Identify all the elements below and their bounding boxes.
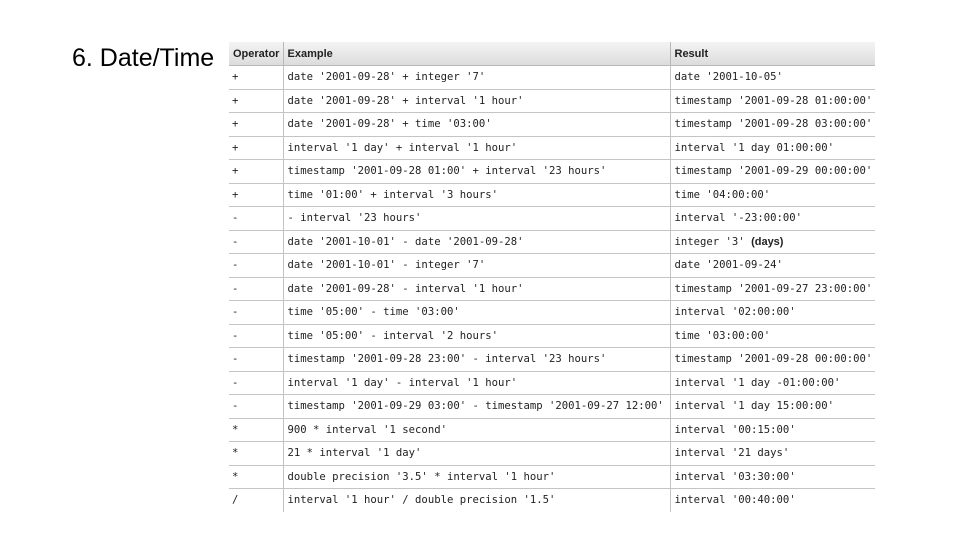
result-note: (days)	[751, 235, 784, 248]
result-cell	[670, 89, 875, 113]
operator-cell: -	[229, 324, 283, 348]
operator-cell: +	[229, 66, 283, 90]
result-value: interval '-23:00:00'	[674, 212, 803, 225]
result-value: interval '03:30:00'	[674, 470, 796, 483]
result-cell	[670, 66, 875, 90]
result-value: timestamp '2001-09-28 03:00:00'	[674, 118, 873, 131]
example-cell: time '01:00' + interval '3 hours'	[283, 183, 670, 207]
result-cell	[670, 442, 875, 466]
example-cell: 900 * interval '1 second'	[283, 418, 670, 442]
example-cell: time '05:00' - interval '2 hours'	[283, 324, 670, 348]
result-value: timestamp '2001-09-28 01:00:00'	[674, 94, 873, 107]
table-row	[229, 277, 875, 301]
result-cell	[670, 395, 875, 419]
result-value: interval '00:15:00'	[674, 423, 796, 436]
operator-cell: *	[229, 442, 283, 466]
example-cell: double precision '3.5' * interval '1 hour'	[283, 465, 670, 489]
table-row	[229, 254, 875, 278]
example-cell: interval '1 day' + interval '1 hour'	[283, 136, 670, 160]
result-cell	[670, 254, 875, 278]
table-row	[229, 489, 875, 513]
result-cell	[670, 183, 875, 207]
example-cell: interval '1 hour' / double precision '1.5'	[283, 489, 670, 513]
result-cell	[670, 207, 875, 231]
example-cell: date '2001-10-01' - integer '7'	[283, 254, 670, 278]
result-value: interval '1 day 15:00:00'	[674, 400, 834, 413]
operator-cell: +	[229, 136, 283, 160]
table-row	[229, 66, 875, 90]
header-example: Example	[283, 42, 670, 66]
example-cell: timestamp '2001-09-29 03:00' - timestamp '2001-09-27 12:00'	[283, 395, 670, 419]
table-row	[229, 418, 875, 442]
operator-cell: -	[229, 301, 283, 325]
result-cell	[670, 324, 875, 348]
table-row	[229, 207, 875, 231]
result-cell	[670, 371, 875, 395]
table-row	[229, 324, 875, 348]
result-value: timestamp '2001-09-29 00:00:00'	[674, 165, 873, 178]
example-cell: timestamp '2001-09-28 01:00' + interval '23 hours'	[283, 160, 670, 184]
operator-cell: -	[229, 230, 283, 254]
operator-cell: -	[229, 254, 283, 278]
example-cell: date '2001-09-28' + interval '1 hour'	[283, 89, 670, 113]
operator-cell: -	[229, 207, 283, 231]
table-row	[229, 301, 875, 325]
operator-cell: -	[229, 348, 283, 372]
operator-cell: +	[229, 89, 283, 113]
table-row	[229, 395, 875, 419]
header-operator: Operator	[229, 42, 283, 66]
result-cell	[670, 418, 875, 442]
result-cell	[670, 277, 875, 301]
slide-title: 6. Date/Time	[72, 44, 215, 72]
example-cell: - interval '23 hours'	[283, 207, 670, 231]
operator-cell: *	[229, 418, 283, 442]
result-value: time '04:00:00'	[674, 188, 771, 201]
table-body	[229, 66, 875, 513]
table-row	[229, 183, 875, 207]
result-value: time '03:00:00'	[674, 329, 771, 342]
datetime-operators-table	[229, 42, 875, 512]
example-cell: time '05:00' - time '03:00'	[283, 301, 670, 325]
operator-cell: -	[229, 395, 283, 419]
result-value: interval '00:40:00'	[674, 494, 796, 507]
example-cell: date '2001-09-28' - interval '1 hour'	[283, 277, 670, 301]
table-row	[229, 465, 875, 489]
operator-cell: +	[229, 183, 283, 207]
result-value: interval '21 days'	[674, 447, 790, 460]
result-cell	[670, 230, 875, 254]
result-value: date '2001-10-05'	[674, 71, 783, 84]
example-cell: date '2001-10-01' - date '2001-09-28'	[283, 230, 670, 254]
result-value: integer '3'	[674, 235, 745, 248]
result-cell	[670, 113, 875, 137]
example-cell: interval '1 day' - interval '1 hour'	[283, 371, 670, 395]
result-value: interval '02:00:00'	[674, 306, 796, 319]
table-row	[229, 136, 875, 160]
table-header-row	[229, 42, 875, 66]
header-result: Result	[670, 42, 875, 66]
operator-cell: -	[229, 371, 283, 395]
result-cell	[670, 465, 875, 489]
operator-cell: *	[229, 465, 283, 489]
result-value: interval '1 day -01:00:00'	[674, 376, 841, 389]
example-cell: date '2001-09-28' + integer '7'	[283, 66, 670, 90]
result-value: timestamp '2001-09-28 00:00:00'	[674, 353, 873, 366]
operator-cell: /	[229, 489, 283, 513]
result-cell	[670, 348, 875, 372]
table-row	[229, 371, 875, 395]
table-row	[229, 89, 875, 113]
table-row	[229, 230, 875, 254]
result-value: date '2001-09-24'	[674, 259, 783, 272]
operator-table-container	[229, 42, 875, 512]
example-cell: timestamp '2001-09-28 23:00' - interval '23 hours'	[283, 348, 670, 372]
result-cell	[670, 301, 875, 325]
result-cell	[670, 136, 875, 160]
example-cell: date '2001-09-28' + time '03:00'	[283, 113, 670, 137]
result-cell	[670, 160, 875, 184]
result-value: interval '1 day 01:00:00'	[674, 141, 834, 154]
operator-cell: +	[229, 113, 283, 137]
table-row	[229, 160, 875, 184]
table-row	[229, 442, 875, 466]
operator-cell: +	[229, 160, 283, 184]
example-cell: 21 * interval '1 day'	[283, 442, 670, 466]
table-row	[229, 113, 875, 137]
table-row	[229, 348, 875, 372]
operator-cell: -	[229, 277, 283, 301]
result-value: timestamp '2001-09-27 23:00:00'	[674, 282, 873, 295]
result-cell	[670, 489, 875, 513]
